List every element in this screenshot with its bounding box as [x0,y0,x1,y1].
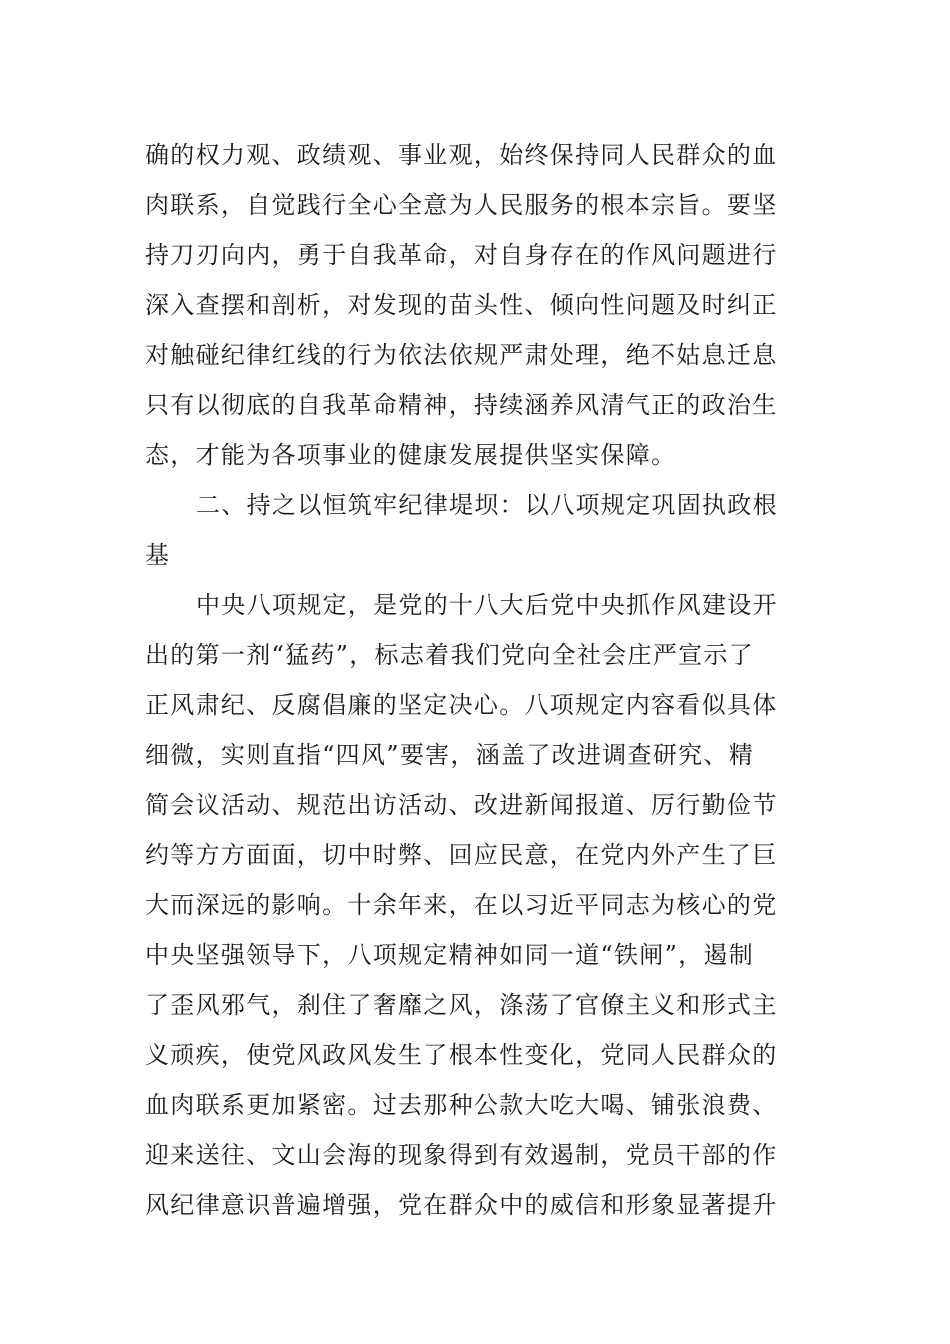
text-line: 迎来送往、文山会海的现象得到有效遏制，党员干部的作 [145,1141,778,1169]
section-heading-line: 二、持之以恒筑牢纪律堤坝：以八项规定巩固执政根 [196,491,778,519]
text-line: 了歪风邪气，刹住了奢靡之风，涤荡了官僚主义和形式主 [145,991,778,1019]
text-line: 细微，实则直指“四风”要害，涵盖了改进调查研究、精 [145,741,755,769]
text-line: 出的第一剂“猛药”，标志着我们党向全社会庄严宣示了 [145,641,755,669]
text-line: 大而深远的影响。十余年来，在以习近平同志为核心的党 [145,891,778,919]
text-line: 深入查摆和剖析，对发现的苗头性、倾向性问题及时纠正 [145,291,778,319]
text-line: 中央坚强领导下，八项规定精神如同一道“铁闸”，遏制 [145,941,755,969]
text-line: 持刀刃向内，勇于自我革命，对自身存在的作风问题进行 [145,241,778,269]
text-line: 对触碰纪律红线的行为依法依规严肃处理，绝不姑息迁息 [145,341,778,369]
section-heading-line: 基 [145,541,171,569]
text-line: 确的权力观、政绩观、事业观，始终保持同人民群众的血 [145,141,778,169]
text-line: 态，才能为各项事业的健康发展提供坚实保障。 [145,441,677,469]
text-line: 简会议活动、规范出访活动、改进新闻报道、厉行勤俭节 [145,791,778,819]
text-line: 约等方方面面，切中时弊、回应民意，在党内外产生了巨 [145,841,778,869]
text-line: 中央八项规定，是党的十八大后党中央抓作风建设开 [196,591,778,619]
text-line: 肉联系，自觉践行全心全意为人民服务的根本宗旨。要坚 [145,191,778,219]
text-line: 风纪律意识普遍增强，党在群众中的威信和形象显著提升 [145,1191,778,1219]
text-line: 血肉联系更加紧密。过去那种公款大吃大喝、铺张浪费、 [145,1091,778,1119]
body-text [145,130,807,1230]
text-line: 正风肃纪、反腐倡廉的坚定决心。八项规定内容看似具体 [145,691,778,719]
text-line: 义顽疾，使党风政风发生了根本性变化，党同人民群众的 [145,1041,778,1069]
text-line: 只有以彻底的自我革命精神，持续涵养风清气正的政治生 [145,391,778,419]
